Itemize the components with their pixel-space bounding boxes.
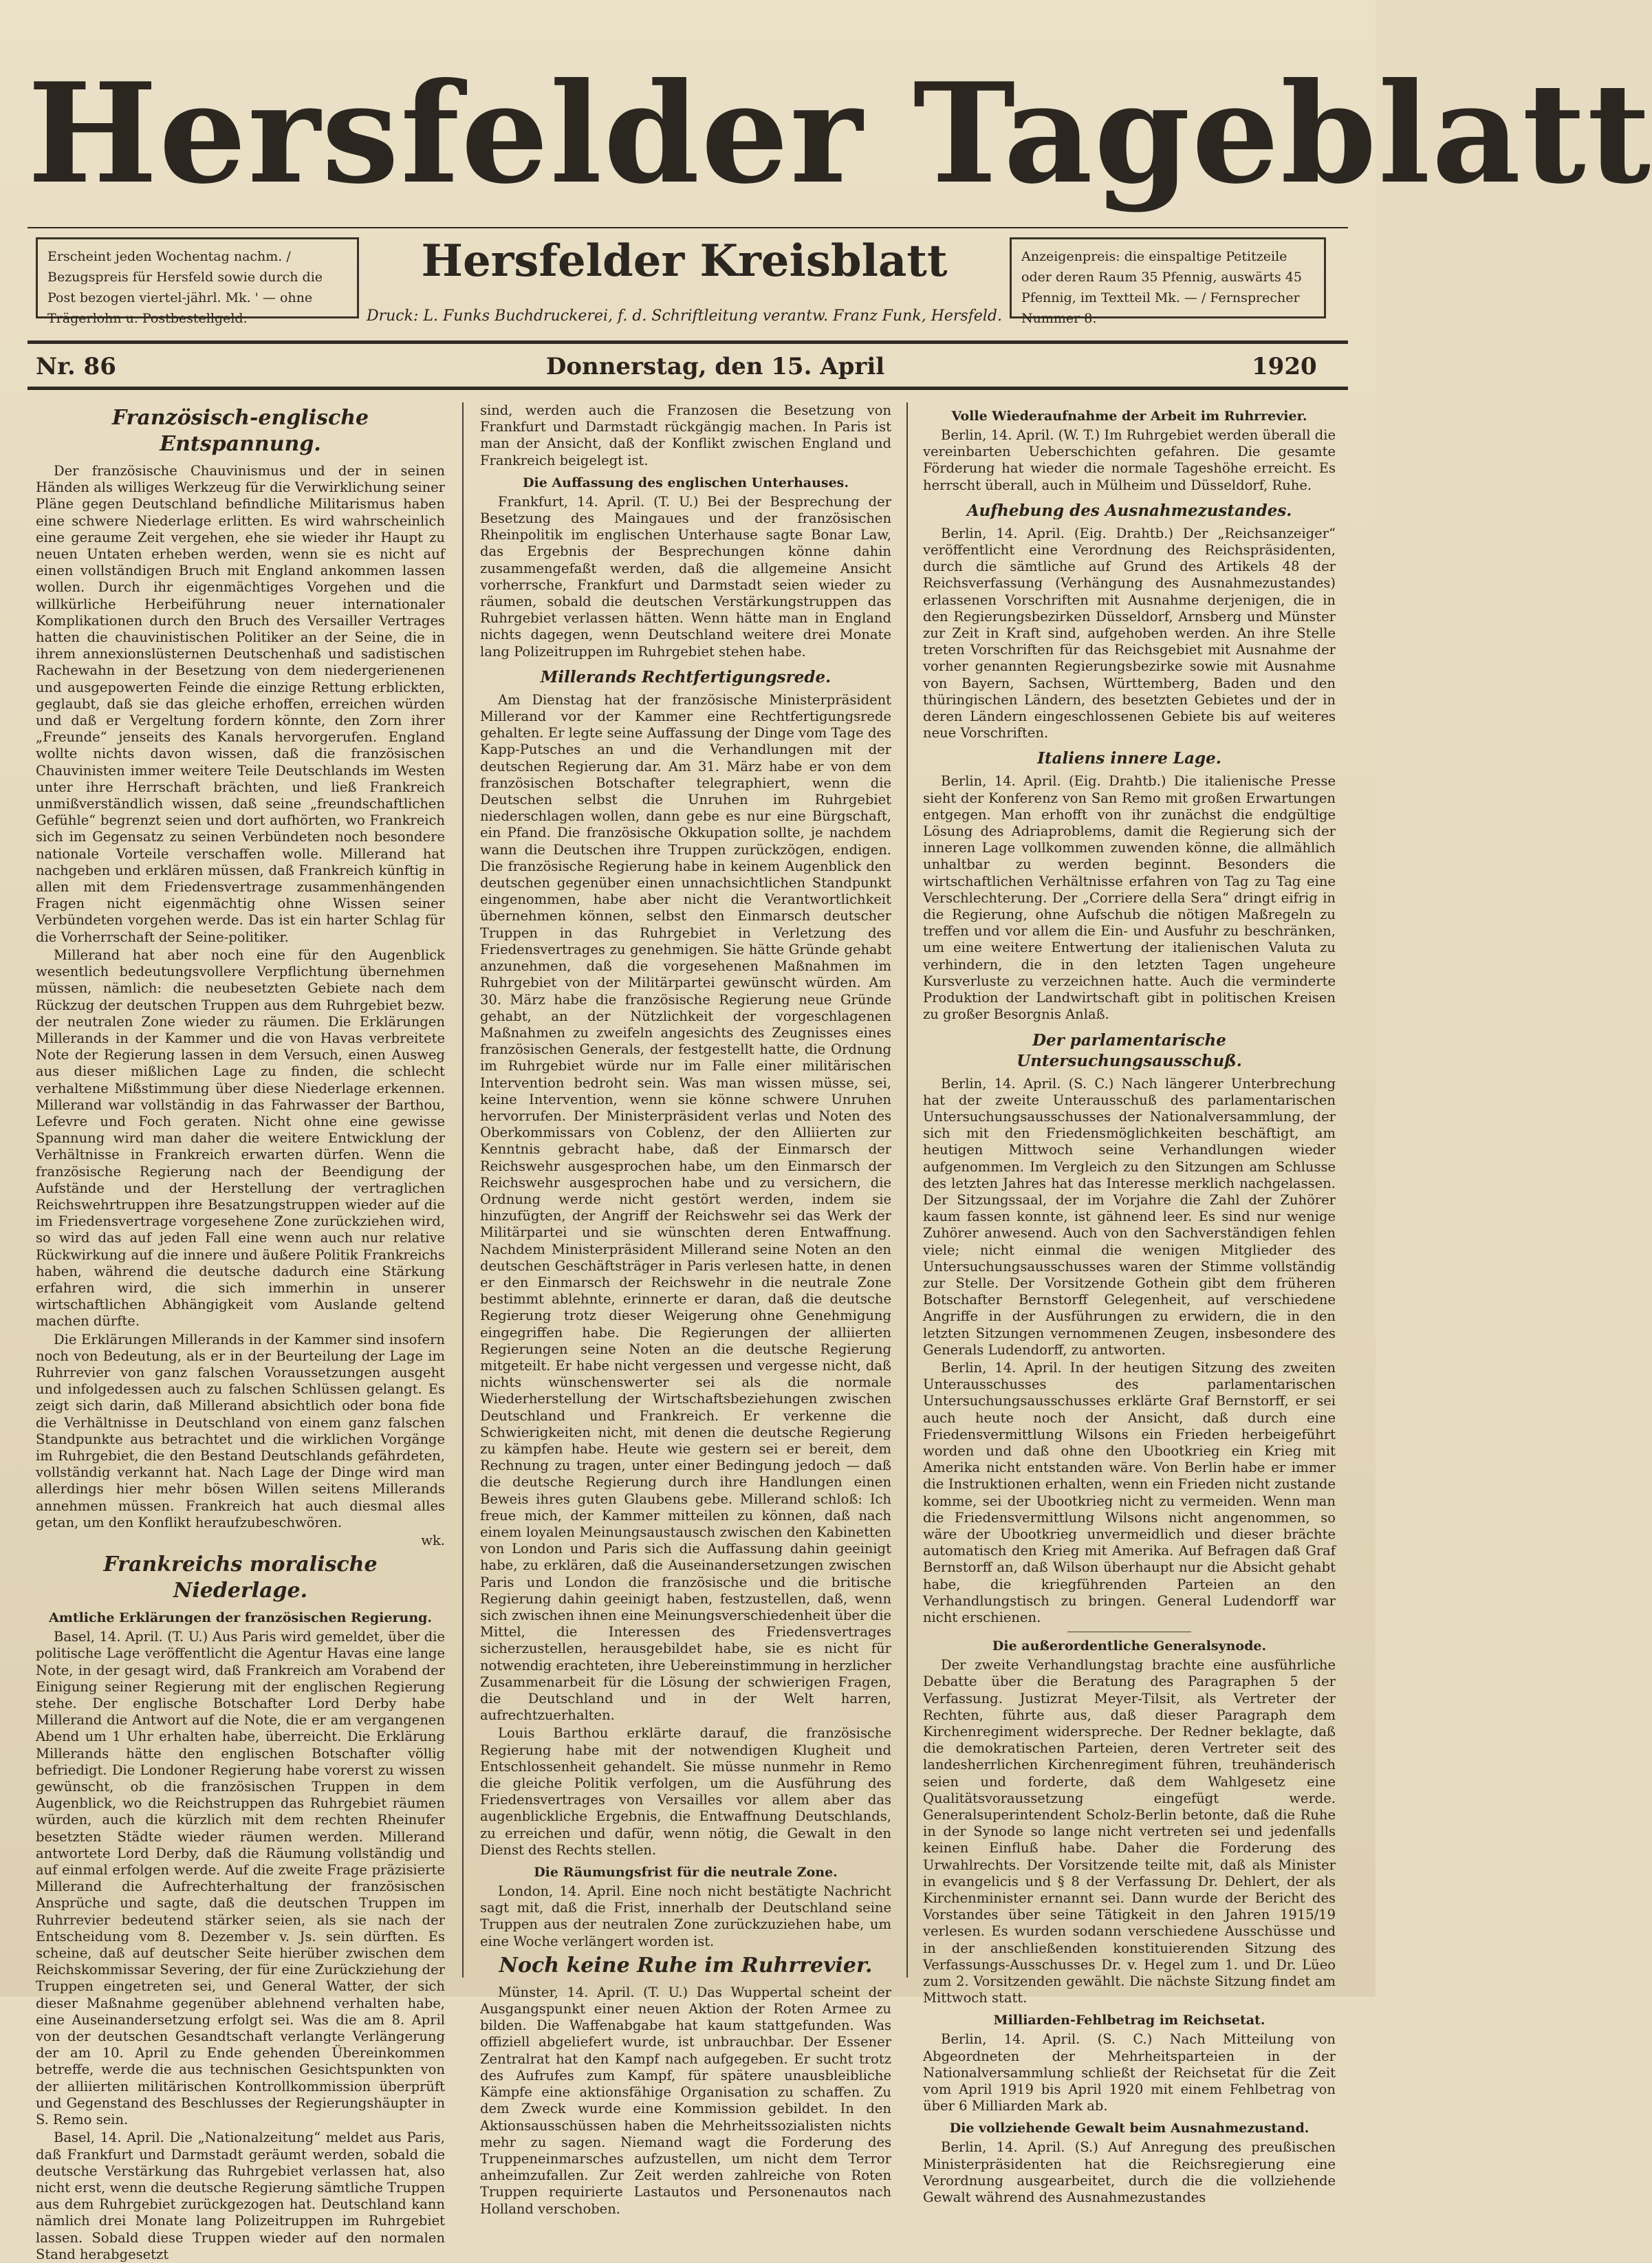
column-3	[923, 402, 1336, 2206]
article-paragraph: Berlin, 14. April. (S. C.) Nach längerer Unterbrechung hat der zweite Unterausschuß des parlamentarischen Untersuchungsausschusses der Nationalversammlung, der sich mit den Friedensmöglichkeiten beschäftigt, am heutigen Mittwoch seine Verhandlungen wieder aufgenommen. Im Vergleich zu den Sitzungen am Schlusse des letzten Jahres hat das Interesse merklich nachgelassen. Der Sitzungssaal, der im Vorjahre die Zahl der Zuhörer kaum fassen konnte, ist gähnend leer. Es sind nur wenige Zuhörer anwesend. Auch von den Sachverständigen fehlen viele; nicht einmal die wenigen Mitglieder des Untersuchungsausschusses waren der Stimme vollständig zur Stelle. Der Vorsitzende Gothein gibt dem früheren Botschafter Bernstorff Gelegenheit, auf verschiedene Angriffe in der Ausführungen zu erwidern, die in den letzten Sitzungen vernommenen Zeugen, insbesondere des Generals Ludendorff, zu antworten.	[923, 1075, 1336, 1358]
article-paragraph: Millerand hat aber noch eine für den Augenblick wesentlich bedeutungsvollere Verpflichtung übernehmen müssen, nämlich: die neubesetzten Gebiete nach dem Rückzug der deutschen Truppen aus dem Ruhrgebiet bezw. der neutralen Zone wieder zu räumen. Die Erklärungen Millerands in der Kammer und die von Havas verbreitete Note der Regierung lassen in dem Versuch, einen Ausweg aus dieser mißlichen Lage zu finden, die schlecht verhaltene Mißstimmung über diese Niederlage erkennen. Millerand war vollständig in das Fahrwasser der Barthou, Lefevre und Foch geraten. Nicht ohne eine gewisse Spannung wird man daher die weitere Entwicklung der Verhältnisse in Frankreich erwarten dürfen. Wenn die französische Regierung nach der Beendigung der Aufstände und der Herstellung der vertraglichen Reichswehrtruppen ihre Besatzungstruppen wieder auf die im Friedensvertrage vorgesehene Zone zurückziehen wird, so wird das auf jeden Fall eine wenn auch nur relative Rückwirkung auf die innere und äußere Politik Frankreichs haben, während die deutsche dadurch eine Stärkung erfahren wird, die sich immerhin in unserer wirtschaftlichen Abhängigkeit vom Auslande geltend machen dürfte.	[36, 946, 445, 1330]
article-paragraph: Berlin, 14. April. (S. C.) Nach Mitteilung von Abgeordneten der Mehrheitsparteien in der Nationalversammlung schließt der Reichsetat für die Zeit vom April 1919 bis April 1920 mit einem Fehlbetrag von über 6 Milliarden Mark ab.	[923, 2031, 1336, 2114]
article-paragraph: Frankfurt, 14. April. (T. U.) Bei der Besprechung der Besetzung des Maingaues und der französischen Rheinpolitik im englischen Unterhause sagte Bonar Law, das Ergebnis der Besprechungen könne dahin zusammengefaßt werden, daß die allgemeine Ansicht vorherrsche, Frankfurt und Darmstadt seien wieder zu räumen, sobald die deutschen Verstärkungstruppen das Ruhrgebiet verlassen hätten. Wenn hätte man in England nichts dagegen, wenn Deutschland weitere drei Monate lang Polizeitruppen im Ruhrgebiet stehen habe.	[480, 493, 891, 660]
issue-number: Nr. 86	[36, 353, 116, 380]
article-subheadline: Amtliche Erklärungen der französischen Regierung.	[48, 1610, 433, 1626]
article-paragraph: Die Erklärungen Millerands in der Kammer sind insofern noch von Bedeutung, als er in der Beurteilung der Lage im Ruhrrevier von ganz falschen Voraussetzungen ausgeht und infolgedessen auch zu falschen Schlüssen gelangt. Es zeigt sich darin, daß Millerand absichtlich oder bona fide die Verhältnisse in Deutschland von einem ganz falschen Standpunkte aus betrachtet und die wirklichen Vorgänge im Ruhrgebiet, die den Bestand Deutschlands gefährdeten, vollständig verkannt hat. Nach Lage der Dinge wird man allerdings hier mehr bösen Willen seitens Millerands annehmen müssen. Frankreich hat auch diesmal alles getan, um den Konflikt heraufzubeschwören.	[36, 1331, 445, 1530]
article-subheadline: Die außerordentliche Generalsynode.	[992, 1638, 1267, 1654]
article-paragraph: Der französische Chauvinismus und der in seinen Händen als williges Werkzeug für die Verwirklichung seiner Pläne gegen Deutschland befindliche Militarismus haben eine schwere Niederlage erlitten. Es wird wahrscheinlich eine geraume Zeit vergehen, ehe sie wieder ihr Haupt zu neuen Untaten erheben werden, wenn sie es nicht auf einen vollständigen Bruch mit England ankommen lassen wollen. Durch ihr eigenmächtiges Vorgehen und die willkürliche Herbeiführung neuer internationaler Komplikationen durch den Bruch des Versailler Vertrages hatten die chauvinistischen Politiker an der Seine, die in ihrem annexionslüsternen Deutschenhaß und sadistischen Rachewahn in der Besetzung von dem niedergerienenen und ausgepowerten Feinde die einzige Rettung erblickten, geglaubt, daß sie das gleiche erhoffen, erreichen würden und daß er Vergeltung fordern könnte, den Zorn ihrer „Freunde“ jenseits des Kanals hervorgerufen. England wollte nichts davon wissen, daß die französischen Chauvinisten immer weitere Teile Deutschlands im Westen unter ihre Herrschaft brächten, und ließ Frankreich unmißverständlich wissen, daß seine „freundschaftlichen Gefühle“ begrenzt seien und dort aufhörten, wo Frankreich sich im Gegensatz zu seinen Verbündeten noch besondere nationale Vorteile verschaffen wolle. Millerand hat nachgeben und erklären müssen, daß Frankreich künftig in allen mit dem Friedensvertrage zusammenhängenden Fragen nicht eigenmächtig ohne Wissen seiner Verbündeten vorgehen werde. Das ist ein harter Schlag für die Vorherrschaft der Seine-politiker.	[36, 463, 445, 945]
author-signature: wk.	[421, 1533, 445, 1548]
article-paragraph: Berlin, 14. April. In der heutigen Sitzung des zweiten Unterausschusses des parlamentarischen Untersuchungsausschusses erklärte Graf Bernstorff, er sei auch heute noch der Ansicht, daß durch eine Friedensvermittlung Wilsons ein Frieden herbeigeführt worden und daß ohne den Ubootkrieg ein Krieg mit Amerika nicht entstanden wäre. Von Berlin habe er immer die Instruktionen erhalten, wenn ein Frieden nicht zustande komme, sei der Ubootkrieg nicht zu vermeiden. Wenn man die Friedensvermittlung Wilsons nicht angenommen, so wäre der Ubootkrieg unvermeidlich und dieser brächte automatisch den Krieg mit Amerika. Auf Befragen daß Graf Bernstorff an, daß Wilson überhaupt nur die Absicht gehabt habe, die kriegführenden Parteien an den Verhandlungstisch zu bringen. General Ludendorff war nicht erschienen.	[923, 1359, 1336, 1625]
article-headline: Der parlamentarische Untersuchungsausschuß.	[1017, 1030, 1242, 1070]
masthead-subtitle: Hersfelder Kreisblatt	[421, 235, 948, 287]
subscription-box: Erscheint jeden Wochentag nachm. / Bezugspreis für Hersfeld sowie durch die Post bezogen viertel-jährl. Mk. ' — ohne Trägerlohn u. Postbestellgeld.	[36, 237, 359, 318]
issue-year: 1920	[1252, 353, 1317, 380]
column-divider	[906, 402, 908, 1978]
article-subheadline: Volle Wiederaufnahme der Arbeit im Ruhrrevier.	[951, 409, 1307, 424]
article-headline: Aufhebung des Ausnahmezustandes.	[966, 501, 1292, 520]
masthead-title: Hersfelder Tageblatt	[28, 53, 1652, 215]
article-paragraph: Berlin, 14. April. (Eig. Drahtb.) Die italienische Presse sieht der Konferenz von San Remo mit großen Erwartungen entgegen. Man erhofft von ihr zunächst die endgültige Lösung des Adriaproblems, damit die Regierung sich der inneren Lage vollkommen zuwenden könne, die allmählich unhaltbar zu werden beginnt. Besonders die wirtschaftlichen Verhältnisse erfahren von Tag zu Tag eine Verschlechterung. Der „Corriere della Sera“ dringt eifrig in die Regierung, ohne Aufschub die nötigen Maßregeln zu treffen und vor allem die Ein- und Ausfuhr zu beschränken, um eine weitere Entwertung der italienischen Valuta zu verhindern, die in den letzten Tagen ungeheure Kursverluste zu verzeichnen hatte. Auch die verminderte Produktion der Landwirtschaft gibt in politischen Kreisen zu großer Besorgnis Anlaß.	[923, 773, 1336, 1023]
masthead-rule	[28, 227, 1348, 228]
article-paragraph: Am Dienstag hat der französische Ministerpräsident Millerand vor der Kammer eine Rechtfertigungsrede gehalten. Er legte seine Auffassung der Dinge vom Tage des Kapp-Putsches an und die Verhandlungen mit der deutschen Regierung dar. Am 31. März habe er von dem französischen Botschafter telegraphiert, wenn die Deutschen selbst die Unruhen im Ruhrgebiet niederschlagen wollen, dann gebe es nur eine Bürgschaft, ein Pfand. Die französische Okkupation sollte, je nachdem wann die Deutschen ihre Truppen zurückzögen, endigen. Die französische Regierung habe in keinem Augenblick den deutschen gegenüber einen unnachsichtlichen Standpunkt eingenommen, habe aber nicht die Verantwortlichkeit übernehmen können, selbst den Einmarsch deutscher Truppen in das Ruhrgebiet in Verletzung des Friedensvertrages zu genehmigen. Sie hätte Gründe gehabt anzunehmen, daß die vorgesehenen Maßnahmen im Ruhrgebiet von der Militärpartei gewünscht würden. Am 30. März habe die französische Regierung neue Gründe gehabt, an der Nützlichkeit der vorgeschlagenen Maßnahmen zu zweifeln angesichts des Zeugnisses eines französischen Generals, der festgestellt hatte, die Ordnung im Ruhrgebiet würde nur im Falle einer militärischen Intervention bedroht sein. Was man wissen müsse, sei, keine Intervention, wenn sie könne schwere Unruhen hervorrufen. Der Ministerpräsident verlas und Noten des Oberkommissars von Coblenz, der den Alliierten zur Kenntnis gebracht habe, daß der Einmarsch der Reichswehr ausgesprochen habe, um den Einmarsch der Reichswehr ausgesprochen habe und zu versichern, die Ordnung werde nicht gestört werden, indem sie hinzufügten, der Angriff der Reichswehr sei das Werk der Militärpartei und sie wünschten deren Entwaffnung. Nachdem Ministerpräsident Millerand seine Noten an den deutschen Geschäftsträger in Paris verlesen hatte, in denen er den Einmarsch der Reichswehr in die neutrale Zone bestimmt ablehnte, erinnerte er daran, daß die deutsche Regierung trotz dieser Weigerung ohne Genehmigung eingegriffen habe. Die Regierungen der alliierten Regierungen seine Noten an die deutsche Regierung mitgeteilt. Er habe nicht vergessen und vergesse nicht, daß nichts wünschenswerter sei als die normale Wiederherstellung der Wirtschaftsbeziehungen zwischen Deutschland und Frankreich. Er verkenne die Schwierigkeiten nicht, mit denen die deutsche Regierung zu kämpfen habe. Heute wie gestern sei er bereit, dem Rechnung zu tragen, unter einer Bedingung jedoch — daß die deutsche Regierung durch ihre Handlungen einen Beweis ihres guten Glaubens gebe. Millerand schloß: Ich freue mich, der Kammer mitteilen zu können, daß nach einem loyalen Meinungsaustausch zwischen den Kabinetten von London und Paris sich die Auffassung dahin geeinigt habe, zu erklären, daß die Auseinandersetzungen zwischen Paris und London die französische und die britische Regierung dahin geeinigt haben, festzustellen, daß, wenn sich zwischen ihnen eine Meinungsverschiedenheit über die Mittel, die Interessen des Friedensvertrages sicherzustellen, herausgebildet habe, sie es nicht für notwendig erachteten, ihre Uebereinstimmung in herzlicher Zusammenarbeit für die Lösung der schwierigen Fragen, die Deutschland und in der Welt harren, aufrechtzuerhalten.	[480, 691, 891, 1724]
article-paragraph: London, 14. April. Eine noch nicht bestätigte Nachricht sagt mit, daß die Frist, innerhalb der Deutschland seine Truppen aus der neutralen Zone zurückzuziehen habe, um eine Woche verlängert worden ist.	[480, 1883, 891, 1949]
article-subheadline: Milliarden-Fehlbetrag im Reichsetat.	[993, 2013, 1265, 2028]
column-divider	[462, 402, 464, 1978]
dateline-top-rule	[28, 340, 1348, 344]
column-2	[480, 402, 891, 2217]
article-paragraph: Berlin, 14. April. (Eig. Drahtb.) Der „Reichsanzeiger“ veröffentlicht eine Verordnung des Reichspräsidenten, durch die sämtliche auf Grund des Artikels 48 der Reichsverfassung (Verhängung des Ausnahmezustandes) erlassenen Vorschriften mit Ausnahme derjenigen, die in den Regierungsbezirken Düsseldorf, Arnsberg und Münster zur Zeit in Kraft sind, aufgehoben werden. An ihre Stelle treten Vorschriften für das Reichsgebiet mit Ausnahme der vorher genannten Regierungsbezirke sowie mit Ausnahme von Bayern, Sachsen, Württemberg, Baden und den thüringischen Ländern, des besetzten Gebietes und der in deren Ländern eingeschlossenen Gebiete bis auf weiteres neue Vorschriften.	[923, 525, 1336, 741]
printer-line: Druck: L. Funks Buchdruckerei, f. d. Schriftleitung verantw. Franz Funk, Hersfeld.	[366, 307, 1003, 325]
article-paragraph: sind, werden auch die Franzosen die Besetzung von Frankfurt und Darmstadt rückgängig machen. In Paris ist man der Ansicht, daß der Konflikt zwischen England und Frankreich beigelegt ist.	[480, 402, 891, 468]
article-paragraph: Berlin, 14. April. (W. T.) Im Ruhrgebiet werden überall die vereinbarten Ueberschichten gefahren. Die gesamte Förderung hat wieder die normale Tageshöhe erreicht. Es herrscht überall, auch in Mülheim und Düsseldorf, Ruhe.	[923, 427, 1336, 493]
article-paragraph: Berlin, 14. April. (S.) Auf Anregung des preußischen Ministerpräsidenten hat die Reichsregierung eine Verordnung ausgearbeitet, durch die die vollziehende Gewalt während des Ausnahmezustandes	[923, 2139, 1336, 2206]
advertising-box: Anzeigenpreis: die einspaltige Petitzeile oder deren Raum 35 Pfennig, auswärts 45 Pfennig, im Textteil Mk. — / Fernsprecher Nummer 8.	[1010, 237, 1326, 318]
article-paragraph: Münster, 14. April. (T. U.) Das Wuppertal scheint der Ausgangspunkt einer neuen Aktion der Roten Armee zu bilden. Die Waffenabgabe hat kaum stattgefunden. Was offiziell abgeliefert wurde, ist unbrauchbar. Der Essener Zentralrat hat den Kampf nach aufgegeben. Er sucht trotz des Aufrufes zum Kampf, für spätere unausbleibliche Kämpfe eine aktionsfähige Organisation zu schaffen. Zu dem Zweck wurde eine Kommission gebildet. In den Aktionsausschüssen haben die Mehrheitssozialisten nichts mehr zu sagen. Niemand wagt die Forderung des Truppeneinmarsches aufzustellen, um nicht dem Terror anheimzufallen. Zur Zeit werden zahlreiche von Roten Truppen requirierte Lastautos und Personenautos nach Holland verschoben.	[480, 1984, 891, 2217]
column-1	[36, 402, 445, 2262]
article-subheadline: Die vollziehende Gewalt beim Ausnahmezustand.	[949, 2121, 1309, 2136]
article-paragraph: Basel, 14. April. Die „Nationalzeitung“ meldet aus Paris, daß Frankfurt und Darmstadt geräumt werden, sobald die deutsche Verstärkung das Ruhrgebiet verlassen hat, also nicht erst, wenn die deutsche Regierung sämtliche Truppen aus dem Ruhrgebiet zurückgezogen hat. Deutschland kann nämlich drei Monate lang Polizeitruppen im Ruhrgebiet lassen. Sobald diese Truppen wieder auf den normalen Stand herabgesetzt	[36, 2130, 445, 2262]
dateline-bottom-rule	[28, 387, 1348, 390]
article-headline: Italiens innere Lage.	[1037, 749, 1221, 768]
article-paragraph: Louis Barthou erklärte darauf, die französische Regierung habe mit der notwendigen Klugheit und Entschlossenheit gehandelt. Sie müsse nunmehr in Remo die gleiche Politik verfolgen, um die Ausführung des Friedensvertrages von Versailles vor allem aber das augenblickliche Ergebnis, die Entwaffnung Deutschlands, zu erreichen und dafür, wenn nötig, die Gewalt in den Dienst des Rechts stellen.	[480, 1725, 891, 1858]
article-headline: Frankreichs moralische Niederlage.	[103, 1552, 378, 1603]
article-subheadline: Die Räumungsfrist für die neutrale Zone.	[534, 1865, 838, 1881]
article-headline: Noch keine Ruhe im Ruhrrevier.	[499, 1953, 873, 1978]
article-paragraph: Der zweite Verhandlungstag brachte eine ausführliche Debatte über die Beratung des Paragraphen 5 der Verfassung. Justizrat Meyer-Tilsit, als Vertreter der Rechten, führte aus, daß dieser Paragraph dem Kirchenregiment widerspreche. Der Redner beklagte, daß die demokratischen Parteien, deren Vertreter seit des landesherrlichen Kirchenregiment führen, treuhänderisch seien und forderte, daß dem Wahlgesetz eine Qualitätsvoraussetzung eingefügt werde. Generalsuperintendent Scholz-Berlin betonte, daß die Ruhe in der Synode so lange nicht vertreten sei und jedenfalls keinen Einfluß habe. Daher die Forderung des Urwahlrechts. Der Vorsitzende teilte mit, daß als Minister in evangelicis und § 8 der Verfassung Dr. Dehlert, der als Kirchenminister ernannt sei. Dann wurde der Bericht des Vorstandes über seine Tätigkeit in den Jahren 1915/19 verlesen. Es wurden sodann verschiedene Ausschüsse und in der anschließenden konstituierenden Sitzung des Verfassungs-Ausschusses Dr. v. Hegel zum 1. und Dr. Lüeo zum 2. Vorsitzenden gewählt. Die nächste Sitzung findet am Mittwoch statt.	[923, 1657, 1336, 2006]
article-paragraph: Basel, 14. April. (T. U.) Aus Paris wird gemeldet, über die politische Lage veröffentlicht die Agentur Havas eine lange Note, in der gesagt wird, daß Frankreich am Vorabend der Einigung seiner Regierung mit der englischen Regierung stehe. Der englische Botschafter Lord Derby habe Millerand die Antwort auf die Note, die er am vergangenen Abend um 1 Uhr erhalten habe, überreicht. Die Erklärung Millerands hätte den englischen Botschafter völlig befriedigt. Die Londoner Regierung habe vorerst zu wissen gewünscht, ob die französischen Truppen in dem Augenblick, wo die Reichstruppen das Ruhrgebiet räumen würden, auch die kürzlich mit dem rechten Rheinufer besetzten Städte wieder räumen werden. Millerand antwortete Lord Derby, daß die Räumung vollständig und auf einmal erfolgen werde. Auf die zweite Frage präzisierte Millerand die Aufrechterhaltung der französischen Ansprüche und sagte, daß die deutschen Truppen im Ruhrrevier bedeutend stärker seien, als sie nach der Entscheidung vom 8. Dezember v. Js. sein dürften. Es scheine, daß auf deutscher Seite hierüber zwischen dem Reichskommissar Severing, der für eine Zurückziehung der Truppen eingetreten sei, und General Watter, der sich dieser Maßnahme gegenüber ablehnend verhalten habe, eine Auseinandersetzung erfolgt sei. Was die am 8. April von der deutschen Gesandtschaft verlangte Verlängerung der am 10. April zu Ende gehenden Übereinkommen betreffe, werde die aus technischen Gesichtspunkten von der alliierten militärischen Kontrollkommission überprüft und Gegenstand des Beschlusses der Regierungshäupter in S. Remo sein.	[36, 1629, 445, 2128]
article-headline: Französisch-englische Entspannung.	[111, 406, 369, 456]
article-subheadline: Die Auffassung des englischen Unterhauses.	[523, 475, 849, 490]
article-headline: Millerands Rechtfertigungsrede.	[540, 667, 832, 686]
issue-date: Donnerstag, den 15. April	[545, 353, 885, 380]
